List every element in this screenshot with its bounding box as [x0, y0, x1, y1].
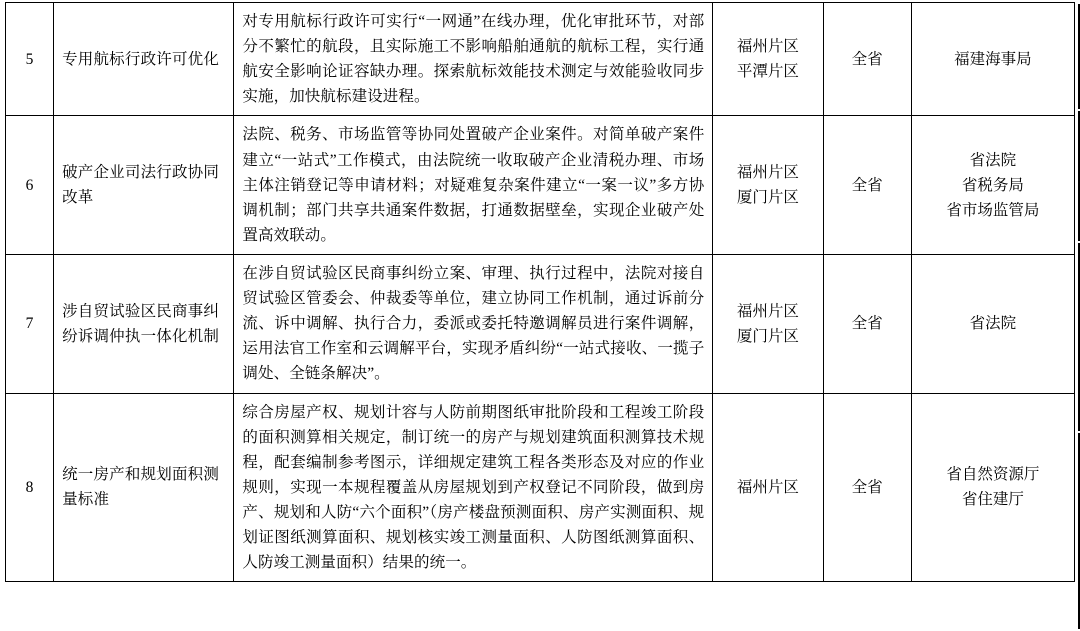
row-item-name: 专用航标行政许可优化 — [54, 3, 234, 116]
row-organization — [911, 254, 1074, 393]
row-organization — [911, 393, 1074, 582]
row-description: 对专用航标行政许可实行“一网通”在线办理，优化审批环节，对部分不繁忙的航段，且实际施工不影响船舶通航的航标工程，实行通航安全影响论证容缺办理。探索航标效能技术测定与效能验收同步实施，加快航标建设进程。 — [234, 3, 713, 116]
row-organization-line: 省法院 — [969, 151, 1017, 169]
row-number: 5 — [6, 3, 54, 116]
row-area-line: 平潭片区 — [736, 63, 799, 81]
row-organization-line: 省市场监管局 — [946, 201, 1040, 219]
row-area-line: 福州片区 — [736, 478, 799, 496]
table-row — [6, 116, 1075, 255]
row-organization-line: 省税务局 — [961, 176, 1024, 194]
row-organization-line: 省自然资源厅 — [946, 466, 1040, 484]
row-area — [713, 3, 823, 116]
row-scope: 全省 — [823, 116, 911, 255]
row-area-line: 厦门片区 — [736, 189, 799, 207]
row-organization — [911, 116, 1074, 255]
row-area-line: 福州片区 — [736, 302, 799, 320]
row-number: 8 — [6, 393, 54, 582]
row-scope: 全省 — [823, 3, 911, 116]
row-organization-line: 省法院 — [969, 315, 1017, 333]
row-organization — [911, 3, 1074, 116]
row-scope: 全省 — [823, 254, 911, 393]
row-description: 法院、税务、市场监管等协同处置破产企业案件。对简单破产案件建立“一站式”工作模式，由法院统一收取破产企业清税办理、市场主体注销登记等申请材料；对疑难复杂案件建立“一案一议”多方协调机制；部门共享共通案件数据，打通数据壁垒，实现企业破产处置高效联动。 — [234, 116, 713, 255]
reform-items-table — [5, 2, 1075, 582]
row-area-line: 厦门片区 — [736, 327, 799, 345]
row-area-line: 福州片区 — [736, 38, 799, 56]
row-item-name: 破产企业司法行政协同改革 — [54, 116, 234, 255]
document-page — [0, 2, 1080, 631]
table-row — [6, 393, 1075, 582]
table-row — [6, 3, 1075, 116]
row-area — [713, 254, 823, 393]
row-area — [713, 393, 823, 582]
row-area-line: 福州片区 — [736, 164, 799, 182]
row-organization-line: 福建海事局 — [954, 50, 1032, 68]
row-number: 6 — [6, 116, 54, 255]
row-description: 在涉自贸试验区民商事纠纷立案、审理、执行过程中，法院对接自贸试验区管委会、仲裁委等单位，建立协同工作机制，通过诉前分流、诉中调解、执行合力，委派或委托特邀调解员进行案件调解，运用法官工作室和云调解平台，实现矛盾纠纷“一站式接收、一揽子调处、全链条解决”。 — [234, 254, 713, 393]
row-area — [713, 116, 823, 255]
row-scope: 全省 — [823, 393, 911, 582]
row-description: 综合房屋产权、规划计容与人防前期图纸审批阶段和工程竣工阶段的面积测算相关规定，制订统一的房产与规划建筑面积测算技术规程，配套编制参考图示，详细规定建筑工程各类形态及对应的作业规则，实现一本规程覆盖从房屋规划到产权登记不同阶段，做到房产、规划和人防“六个面积”（房产楼盘预测面积、房产实测面积、规划证图纸测算面积、规划核实竣工测量面积、人防图纸测算面积、人防竣工测量面积）结果的统一。 — [234, 393, 713, 582]
row-organization-line: 省住建厅 — [961, 491, 1024, 509]
row-item-name: 涉自贸试验区民商事纠纷诉调仲执一体化机制 — [54, 254, 234, 393]
row-number: 7 — [6, 254, 54, 393]
row-item-name: 统一房产和规划面积测量标准 — [54, 393, 234, 582]
table-row — [6, 254, 1075, 393]
